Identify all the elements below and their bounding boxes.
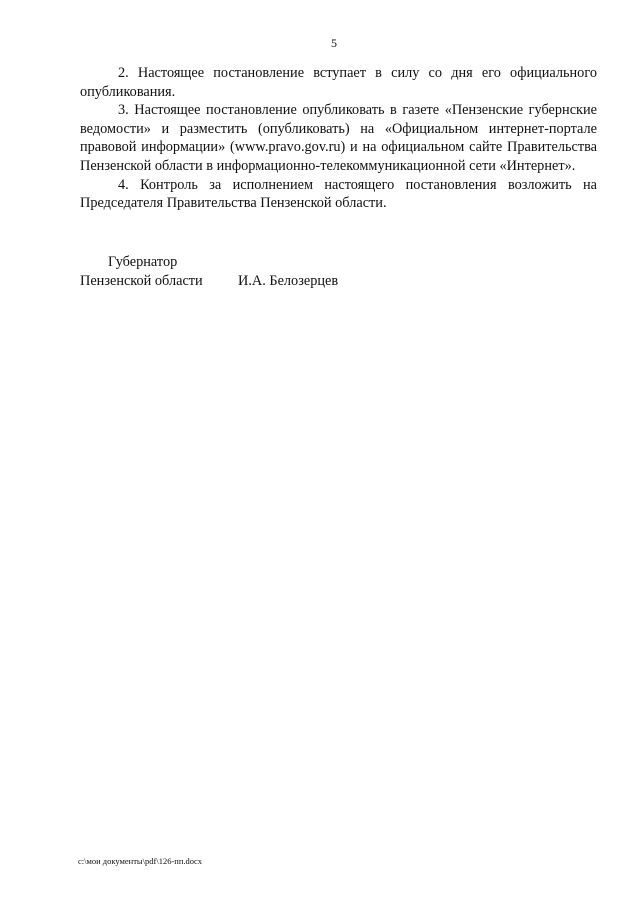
paragraph-publication: 3. Настоящее постановление опубликовать в газете «Пензенские губернские ведомости» и разместить (опубликовать) на «Официальном интернет-портале правовой информации» (www.pravo.gov.ru) и на официальном сайте Правительства Пензенской области в информационно-телекоммуникационной сети «Интернет». <box>80 102 597 174</box>
signature-region: Пензенской области <box>80 273 203 289</box>
footer-file-path: c:\мои документы\pdf\126-пп.docx <box>78 856 203 866</box>
document-body <box>80 64 597 213</box>
signature-name: И.А. Белозерцев <box>238 273 339 289</box>
page-number: 5 <box>331 36 337 50</box>
paragraph-effective-date: 2. Настоящее постановление вступает в силу со дня его официального опубликования. <box>80 65 597 100</box>
paragraph-control: 4. Контроль за исполнением настоящего постановления возложить на Председателя Правительства Пензенской области. <box>80 176 597 212</box>
signature-title: Губернатор <box>108 254 178 270</box>
